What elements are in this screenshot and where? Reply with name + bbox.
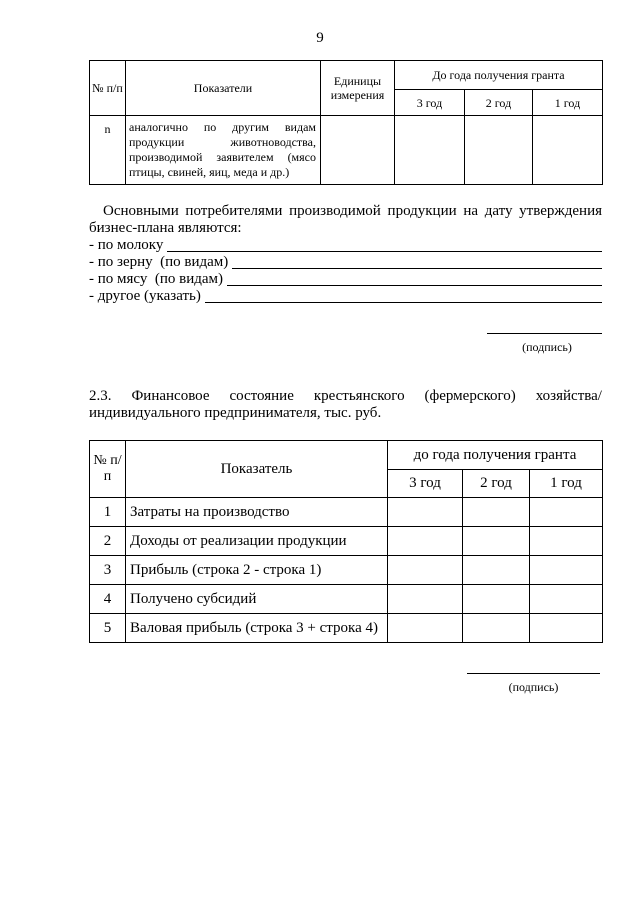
cell-year-1[interactable] [530, 498, 603, 527]
consumer-label-meat: - по мясу (по видам) [89, 271, 224, 287]
page-number: 9 [316, 30, 324, 46]
consumer-label-milk: - по молоку [89, 237, 164, 253]
t2-header-num: № п/п [90, 441, 126, 498]
header-year-1: 1 год [533, 90, 603, 116]
row-num: 3 [90, 556, 126, 585]
table-row [90, 585, 603, 614]
cell-year-3[interactable] [395, 116, 465, 185]
t2-header-year-3: 3 год [388, 470, 463, 498]
row-label: Затраты на производство [126, 498, 388, 527]
row-num: n [90, 116, 126, 185]
cell-year-3[interactable] [388, 614, 463, 643]
cell-year-3[interactable] [388, 498, 463, 527]
table-row [90, 527, 603, 556]
consumer-line-milk[interactable] [89, 237, 602, 254]
cell-year-3[interactable] [388, 556, 463, 585]
cell-year-2[interactable] [463, 527, 530, 556]
consumer-line-grain[interactable] [89, 254, 602, 271]
cell-year-1[interactable] [533, 116, 603, 185]
cell-year-3[interactable] [388, 585, 463, 614]
consumers-intro-2: бизнес-плана являются: [89, 220, 242, 236]
row-num: 5 [90, 614, 126, 643]
row-label: Валовая прибыль (строка 3 + строка 4) [126, 614, 388, 643]
consumer-line-other[interactable] [89, 288, 602, 305]
row-num: 2 [90, 527, 126, 556]
signature-line-2[interactable] [467, 673, 600, 674]
t2-header-indicator: Показатель [126, 441, 388, 498]
cell-year-2[interactable] [463, 556, 530, 585]
table-row [90, 614, 603, 643]
cell-year-2[interactable] [463, 614, 530, 643]
header-indicators: Показатели [126, 61, 321, 116]
table-row [90, 498, 603, 527]
header-year-3: 3 год [395, 90, 465, 116]
consumer-label-grain: - по зерну (по видам) [89, 254, 229, 270]
cell-year-1[interactable] [530, 556, 603, 585]
row-num: 4 [90, 585, 126, 614]
t2-header-year-2: 2 год [463, 470, 530, 498]
header-period: До года получения гранта [395, 61, 603, 90]
signature-label-2: (подпись) [508, 680, 559, 694]
row-num: 1 [90, 498, 126, 527]
header-year-2: 2 год [465, 90, 533, 116]
header-units: Единицы измерения [321, 61, 395, 116]
header-num: № п/п [90, 61, 126, 116]
cell-year-3[interactable] [388, 527, 463, 556]
cell-year-2[interactable] [465, 116, 533, 185]
section-2-3-heading: 2.3. Финансовое состояние крестьянского (фермерского) хозяйства/ [89, 388, 602, 404]
cell-year-2[interactable] [463, 585, 530, 614]
cell-year-1[interactable] [530, 585, 603, 614]
t2-header-period: до года получения гранта [388, 441, 603, 470]
cell-year-1[interactable] [530, 527, 603, 556]
signature-line-1[interactable] [487, 333, 602, 334]
table-row [90, 556, 603, 585]
cell-units[interactable] [321, 116, 395, 185]
row-description: аналогично по другим видам продукции животноводства, производимой заявителем (мясо птицы, свиней, яиц, меда и др.) [126, 116, 321, 185]
t2-header-year-1: 1 год [530, 470, 603, 498]
section-2-3-heading-line2: индивидуального предпринимателя, тыс. руб. [89, 405, 382, 421]
consumer-line-meat[interactable] [89, 271, 602, 288]
livestock-products-table [89, 60, 603, 185]
row-label: Прибыль (строка 2 - строка 1) [126, 556, 388, 585]
consumer-label-other: - другое (указать) [89, 288, 201, 304]
cell-year-1[interactable] [530, 614, 603, 643]
financial-state-table [89, 440, 603, 643]
cell-year-2[interactable] [463, 498, 530, 527]
signature-label-1: (подпись) [522, 340, 572, 354]
row-label: Получено субсидий [126, 585, 388, 614]
consumers-intro: Основными потребителями производимой продукции на дату утверждения [103, 203, 602, 219]
row-label: Доходы от реализации продукции [126, 527, 388, 556]
